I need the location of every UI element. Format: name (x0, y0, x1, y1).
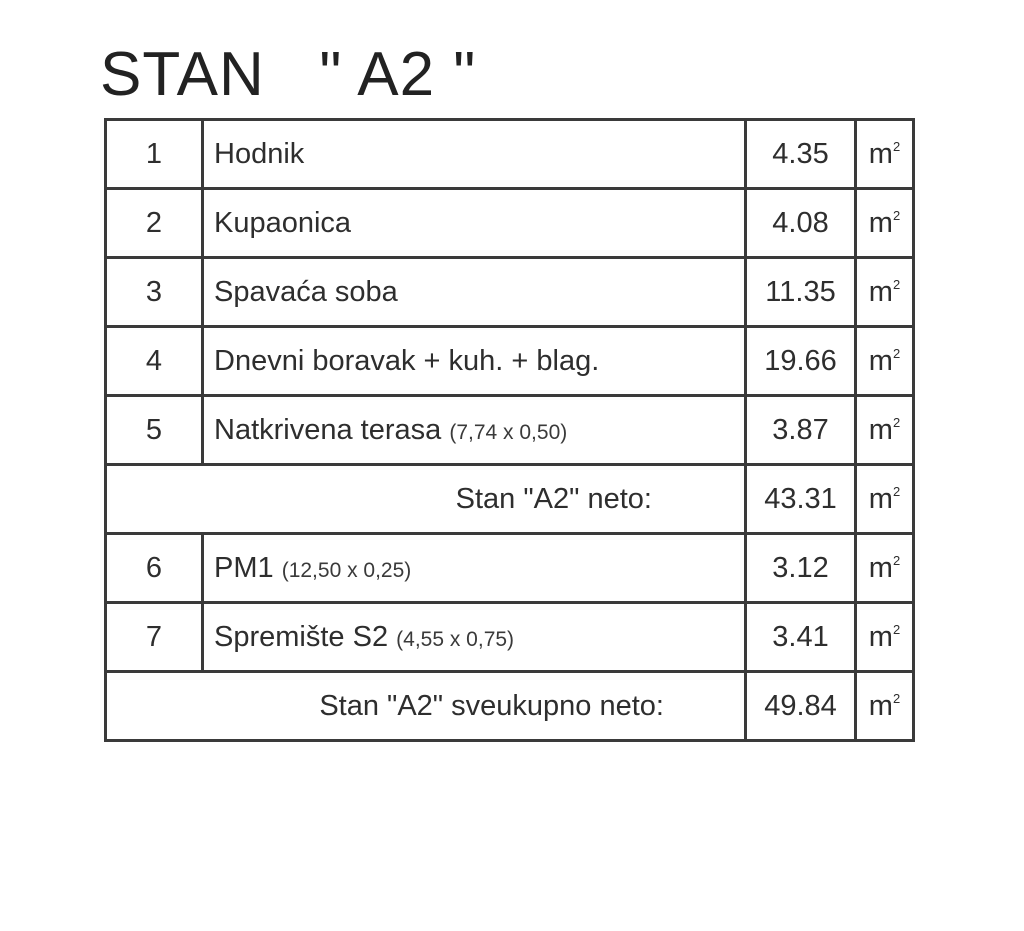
room-name: Natkrivena terasa (214, 413, 442, 446)
area-unit (856, 258, 914, 327)
area-unit (856, 396, 914, 465)
total-label: Stan "A2" sveukupno neto: (106, 672, 746, 741)
room-name: Hodnik (214, 137, 305, 170)
unit-exponent: 2 (892, 276, 901, 292)
room-area: 19.66 (746, 327, 856, 396)
room-number: 2 (106, 189, 203, 258)
room-name-cell (203, 327, 746, 396)
room-name: Dnevni boravak + kuh. + blag. (214, 344, 600, 377)
unit-exponent: 2 (892, 414, 901, 430)
unit-exponent: 2 (892, 690, 901, 706)
room-number: 5 (106, 396, 203, 465)
room-dimensions: (12,50 x 0,25) (281, 558, 412, 582)
room-name: Kupaonica (214, 206, 352, 239)
room-number: 4 (106, 327, 203, 396)
unit-base: m (868, 620, 893, 653)
room-area: 11.35 (746, 258, 856, 327)
total-value: 49.84 (746, 672, 856, 741)
subtotal-row (106, 465, 914, 534)
room-dimensions: (7,74 x 0,50) (449, 420, 568, 444)
table-row (106, 396, 914, 465)
room-name-cell (203, 534, 746, 603)
room-number: 1 (106, 120, 203, 189)
room-number: 6 (106, 534, 203, 603)
room-name-cell (203, 603, 746, 672)
unit-base: m (868, 689, 893, 722)
table-row (106, 603, 914, 672)
room-area: 3.41 (746, 603, 856, 672)
table-row (106, 534, 914, 603)
room-name-cell (203, 258, 746, 327)
unit-exponent: 2 (892, 483, 901, 499)
total-row (106, 672, 914, 741)
room-name: Spavaća soba (214, 275, 398, 308)
room-name: Spremište S2 (214, 620, 389, 653)
area-unit (856, 120, 914, 189)
room-dimensions: (4,55 x 0,75) (396, 627, 515, 651)
area-unit (856, 534, 914, 603)
room-area: 3.12 (746, 534, 856, 603)
unit-exponent: 2 (892, 621, 901, 637)
unit-base: m (868, 551, 893, 584)
unit-base: m (868, 137, 893, 170)
table-row (106, 120, 914, 189)
room-area: 4.35 (746, 120, 856, 189)
room-area: 3.87 (746, 396, 856, 465)
subtotal-label: Stan "A2" neto: (106, 465, 746, 534)
room-name-cell (203, 396, 746, 465)
unit-exponent: 2 (892, 345, 901, 361)
unit-exponent: 2 (892, 552, 901, 568)
area-unit (856, 189, 914, 258)
room-number: 3 (106, 258, 203, 327)
area-unit (856, 672, 914, 741)
area-unit (856, 327, 914, 396)
room-name: PM1 (214, 551, 274, 584)
subtotal-value: 43.31 (746, 465, 856, 534)
area-unit (856, 465, 914, 534)
unit-exponent: 2 (892, 207, 901, 223)
unit-base: m (868, 275, 893, 308)
apartment-title: STAN " A2 " (100, 40, 477, 109)
room-name-cell (203, 120, 746, 189)
room-name-cell (203, 189, 746, 258)
area-unit (856, 603, 914, 672)
table-row (106, 189, 914, 258)
room-number: 7 (106, 603, 203, 672)
unit-exponent: 2 (892, 138, 901, 154)
table-row (106, 327, 914, 396)
table-row (106, 258, 914, 327)
unit-base: m (868, 206, 893, 239)
unit-base: m (868, 482, 893, 515)
unit-base: m (868, 413, 893, 446)
room-area: 4.08 (746, 189, 856, 258)
room-area-table (104, 118, 915, 742)
unit-base: m (868, 344, 893, 377)
